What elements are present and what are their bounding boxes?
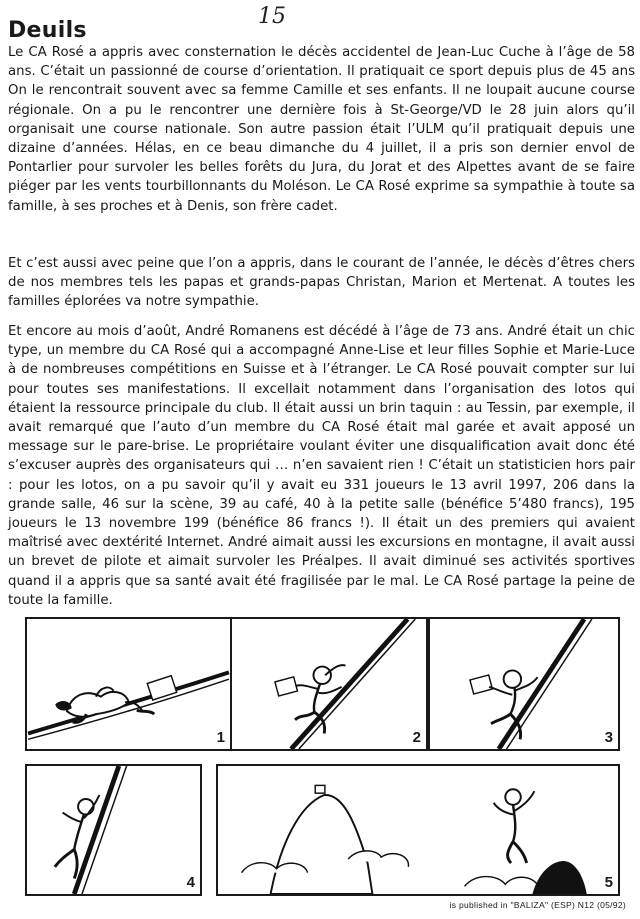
comic-panel-5 (216, 764, 620, 896)
comic-drawing-5 (218, 766, 618, 894)
comic-drawing-1 (27, 619, 230, 749)
panel-number-5: 5 (604, 874, 613, 891)
comic-panel-3 (428, 617, 620, 751)
panel-number-2: 2 (412, 729, 421, 746)
comic-credit: is published in "BALIZA" (ESP) N12 (05/92) (449, 900, 626, 910)
comic-drawing-3 (430, 619, 618, 749)
paragraph-cuche: Le CA Rosé a appris avec consternation le décès accidentel de Jean-Luc Cuche à l’âge de 58 ans. C’était un passionné de course d’orientation. Il pratiquait ce sport depuis plus de 45 ans On le rencontrait souvent avec sa femme Camille et ses enfants. Il ne loupait aucune course régionale. On a pu le rencontrer une dernière fois à St-George/VD le 28 juin alors qu’il organisait une course nationale. Son autre passion était l’ULM qu’il pratiquait depuis une dizaine d’années. Hélas, en ce beau dimanche du 4 juillet, il a pris son dernier envol de Pontarlier pour survoler les belles forêts du Jura, du Jorat et des Alpettes avant de se faire piéger par les vents tourbillonnants du Moléson. Le CA Rosé exprime sa sympathie à toute sa famille, à ses proches et à Denis, son frère cadet. (8, 45, 635, 214)
comic-panel-2 (230, 617, 428, 751)
comic-drawing-4 (27, 766, 200, 894)
paragraph-romanens: Et encore au mois d’août, André Romanens est décédé à l’âge de 73 ans. André était un chic type, un membre du CA Rosé qui a accompagné Anne-Lise et leur filles Sophie et Marie-Luce à de nombreuses compétitions en Suisse et à l’étranger. Le CA Rosé pouvait compter sur lui pour toutes ses manifestations. Il excellait notamment dans l’organisation des lotos qui étaient la ressource principale du club. Il était aussi un brin taquin : au Tessin, par exemple, il avait remarqué que l’auto d’un membre du CA Rosé était mal garée et avait apposé un message sur le pare-brise. Le propriétaire voulant éviter une disqualification avait donc été s’excuser auprès des organisateurs qui … n’en savaient rien ! C’était un statisticien hors pair : pour les lotos, on a pu savoir qu’il y avait eu 331 joueurs le 13 avril 1997, 206 dans la grande salle, 46 sur la scène, 39 au café, 40 à la petite salle (bénéfice 5’480 francs), 195 joueurs le 13 novembre 199 (bénéfice 86 francs !). Il était un des premiers qui avaient maîtrisé avec dextérité Internet. André aimait aussi les excursions en montagne, il avait aussi un brevet de pilote et aimait survoler les Préalpes. Il avait diminué ses activités sportives quand il a appris que sa santé avait été fragilisée par le mal. Le CA Rosé partage la peine de toute la famille. (8, 324, 635, 608)
comic-drawing-2 (232, 619, 426, 749)
paragraph-families: Et c’est aussi avec peine que l’on a appris, dans le courant de l’année, le décès d’êtres chers de nos membres tels les papas et grands-papas Christan, Marion et Mertenat. A toutes les familles éplorées va notre sympathie. (8, 256, 635, 310)
comic-panel-1 (25, 617, 232, 751)
panel-number-1: 1 (216, 729, 225, 746)
panel-number-4: 4 (186, 874, 195, 891)
comic-panel-4 (25, 764, 202, 896)
page-number: 15 (258, 4, 286, 29)
panel-number-3: 3 (604, 729, 613, 746)
page-title: Deuils (8, 18, 87, 43)
